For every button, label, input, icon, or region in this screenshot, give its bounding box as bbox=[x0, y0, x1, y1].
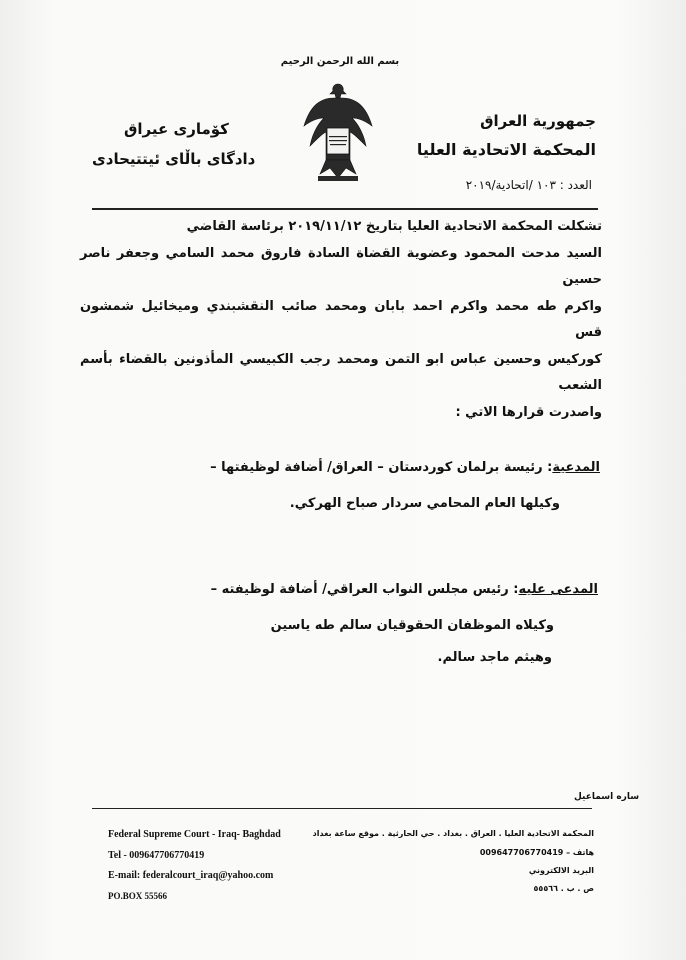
footer-email-label-arabic: البريد الالكتروني bbox=[528, 866, 594, 875]
typist-signature: ساره اسماعيل bbox=[574, 792, 640, 802]
footer-email-english: E-mail: federalcourt_iraq@yahoo.com bbox=[108, 870, 274, 881]
defendant-agents: وكيلاه الموظفان الحقوقيان سالم طه ياسين bbox=[270, 618, 554, 633]
footer-court-name-english: Federal Supreme Court - Iraq- Baghdad bbox=[108, 829, 281, 840]
iraq-eagle-emblem bbox=[300, 82, 376, 186]
plaintiff-description: : رئيسة برلمان كوردستان – العراق/ أضافة لوظيفتها – bbox=[210, 460, 553, 475]
defendant-line-1 bbox=[98, 582, 598, 597]
plaintiff-agent: وكيلها العام المحامي سردار صباح الهركي. bbox=[289, 496, 560, 511]
basmala: بسم الله الرحمن الرحيم bbox=[280, 56, 400, 67]
header-divider bbox=[92, 208, 598, 210]
court-name-arabic: المحكمة الاتحادية العليا bbox=[416, 140, 596, 159]
paragraph-line: تشكلت المحكمة الاتحادية العليا بتاريخ ٢٠١٩/١١/١٢ برئاسة القاضي bbox=[186, 219, 602, 234]
footer-telephone-english: Tel - 009647706770419 bbox=[108, 850, 205, 861]
court-name-kurdish: دادگای باڵای ئیتتیحادی bbox=[92, 150, 256, 168]
defendant-agents-continued: وهيثم ماجد سالم. bbox=[437, 650, 552, 665]
footer-divider bbox=[92, 808, 592, 809]
defendant-description: : رئيس مجلس النواب العراقي/ أضافة لوظيفته – bbox=[210, 582, 519, 597]
defendant-label: المدعى عليه bbox=[518, 582, 598, 597]
plaintiff-label: المدعية bbox=[552, 460, 600, 475]
document-number: العدد : ١٠٣ /اتحادية/٢٠١٩ bbox=[465, 178, 592, 192]
paragraph-line: واصدرت قرارها الاتي : bbox=[455, 404, 602, 420]
plaintiff-line-1 bbox=[100, 460, 600, 475]
footer-pobox-english: PO.BOX 55566 bbox=[108, 891, 168, 901]
paragraph-line: كوركيس وحسين عباس ابو التمن ومحمد رجب الكبيسي المأذونين بالقضاء بأسم الشعب bbox=[80, 351, 602, 393]
footer-address-arabic: المحكمة الاتحادية العليا . العراق . بغداد . حي الحارثية . موقع ساعة بغداد bbox=[312, 829, 594, 838]
paragraph-line: السيد مدحت المحمود وعضوية القضاة السادة فاروق محمد السامي وجعفر ناصر حسين bbox=[80, 245, 602, 287]
country-name-kurdish: كۆماری عیراق bbox=[124, 120, 229, 138]
decision-intro-paragraph bbox=[80, 214, 602, 426]
paragraph-line: واكرم طه محمد واكرم احمد بابان ومحمد صائب النقشبندي وميخائيل شمشون قس bbox=[80, 298, 602, 340]
footer-phone-arabic: هاتف – 009647706770419 bbox=[479, 848, 594, 857]
country-name-arabic: جمهورية العراق bbox=[480, 112, 596, 130]
footer-pobox-arabic: ص . ب . ٥٥٥٦٦ bbox=[533, 884, 594, 893]
